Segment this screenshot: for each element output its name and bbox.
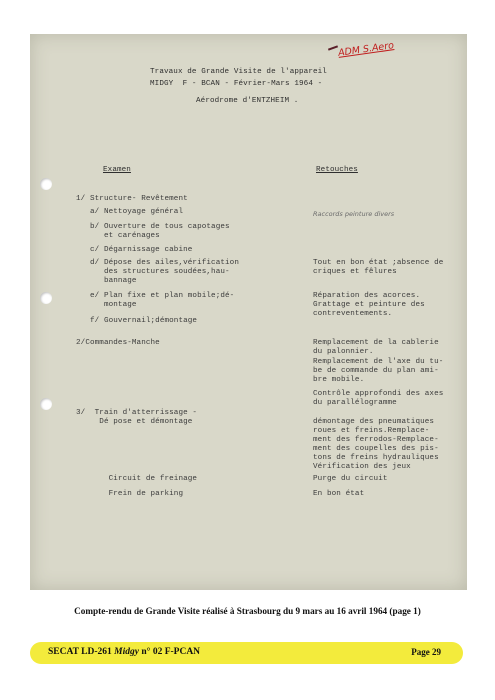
punch-hole	[40, 178, 52, 190]
left-line: c/ Dégarnissage cabine	[76, 246, 193, 254]
right-line: Réparation des acorces.	[313, 292, 421, 300]
scan-shading	[30, 34, 467, 590]
right-line: démontage des pneumatiques	[313, 418, 435, 426]
left-line: Frein de parking	[76, 490, 184, 498]
footer-title-prefix: SECAT LD-261	[48, 647, 115, 657]
left-line: 3/ Train d'atterrissage -	[76, 409, 198, 417]
right-line: bre mobile.	[313, 376, 365, 384]
left-line: montage	[76, 301, 137, 309]
left-line: d/ Dépose des ailes,vérification	[76, 259, 239, 267]
left-line: Circuit de freinage	[76, 475, 198, 483]
right-line: contreventements.	[313, 310, 393, 318]
handwritten-note: Raccords peinture divers	[313, 210, 395, 218]
left-line: 2/Commandes-Manche	[76, 339, 160, 347]
footer-title-suffix: n° 02 F-PCAN	[138, 647, 201, 657]
right-line: ment des coupelles des pis-	[313, 445, 439, 453]
left-line: des structures soudées,hau-	[76, 268, 230, 276]
left-line: bannage	[76, 277, 137, 285]
page-number: Page 29	[411, 647, 441, 657]
right-line: du palonnier.	[313, 348, 374, 356]
right-line: Remplacement de la cablerie	[313, 339, 439, 347]
right-line: tons de freins hydrauliques	[313, 454, 439, 462]
doc-header-line2: MIDGY F - BCAN - Février-Mars 1964 -	[150, 80, 323, 88]
left-line: e/ Plan fixe et plan mobile;dé-	[76, 292, 235, 300]
figure-caption: Compte-rendu de Grande Visite réalisé à Strasbourg du 9 mars au 16 avril 1964 (page 1)	[74, 606, 421, 616]
punch-hole	[40, 398, 52, 410]
column-heading-examen: Examen	[103, 166, 131, 174]
footer-title	[48, 647, 200, 657]
footer-title-italic: Midgy	[114, 647, 139, 657]
left-line: f/ Gouvernail;démontage	[76, 317, 198, 325]
right-line: ment des ferrodos-Remplace-	[313, 436, 439, 444]
right-line: Grattage et peinture des	[313, 301, 425, 309]
right-line: Vérification des jeux	[313, 463, 411, 471]
right-line: criques et fêlures	[313, 268, 397, 276]
right-line: du parallélogramme	[313, 399, 397, 407]
right-line: Remplacement de l'axe du tu-	[313, 358, 444, 366]
left-line: 1/ Structure- Revêtement	[76, 195, 188, 203]
right-line: Contrôle approfondi des axes	[313, 390, 444, 398]
right-line: Purge du circuit	[313, 475, 388, 483]
doc-header-line3: Aérodrome d'ENTZHEIM .	[196, 97, 299, 105]
left-line: Dé pose et démontage	[76, 418, 193, 426]
admin-stamp: ADM S.Aero	[337, 40, 395, 59]
right-line: be de commande du plan ami-	[313, 367, 439, 375]
left-line: et carénages	[76, 232, 160, 240]
right-line: En bon état	[313, 490, 365, 498]
punch-hole	[40, 292, 52, 304]
column-heading-retouches: Retouches	[316, 166, 358, 174]
right-line: Tout en bon état ;absence de	[313, 259, 444, 267]
doc-header-line1: Travaux de Grande Visite de l'appareil	[150, 68, 327, 76]
left-line: a/ Nettoyage général	[76, 208, 184, 216]
right-line: roues et freins.Remplace-	[313, 427, 430, 435]
footer-band	[30, 642, 463, 664]
scanned-document	[30, 34, 467, 590]
left-line: b/ Ouverture de tous capotages	[76, 223, 230, 231]
